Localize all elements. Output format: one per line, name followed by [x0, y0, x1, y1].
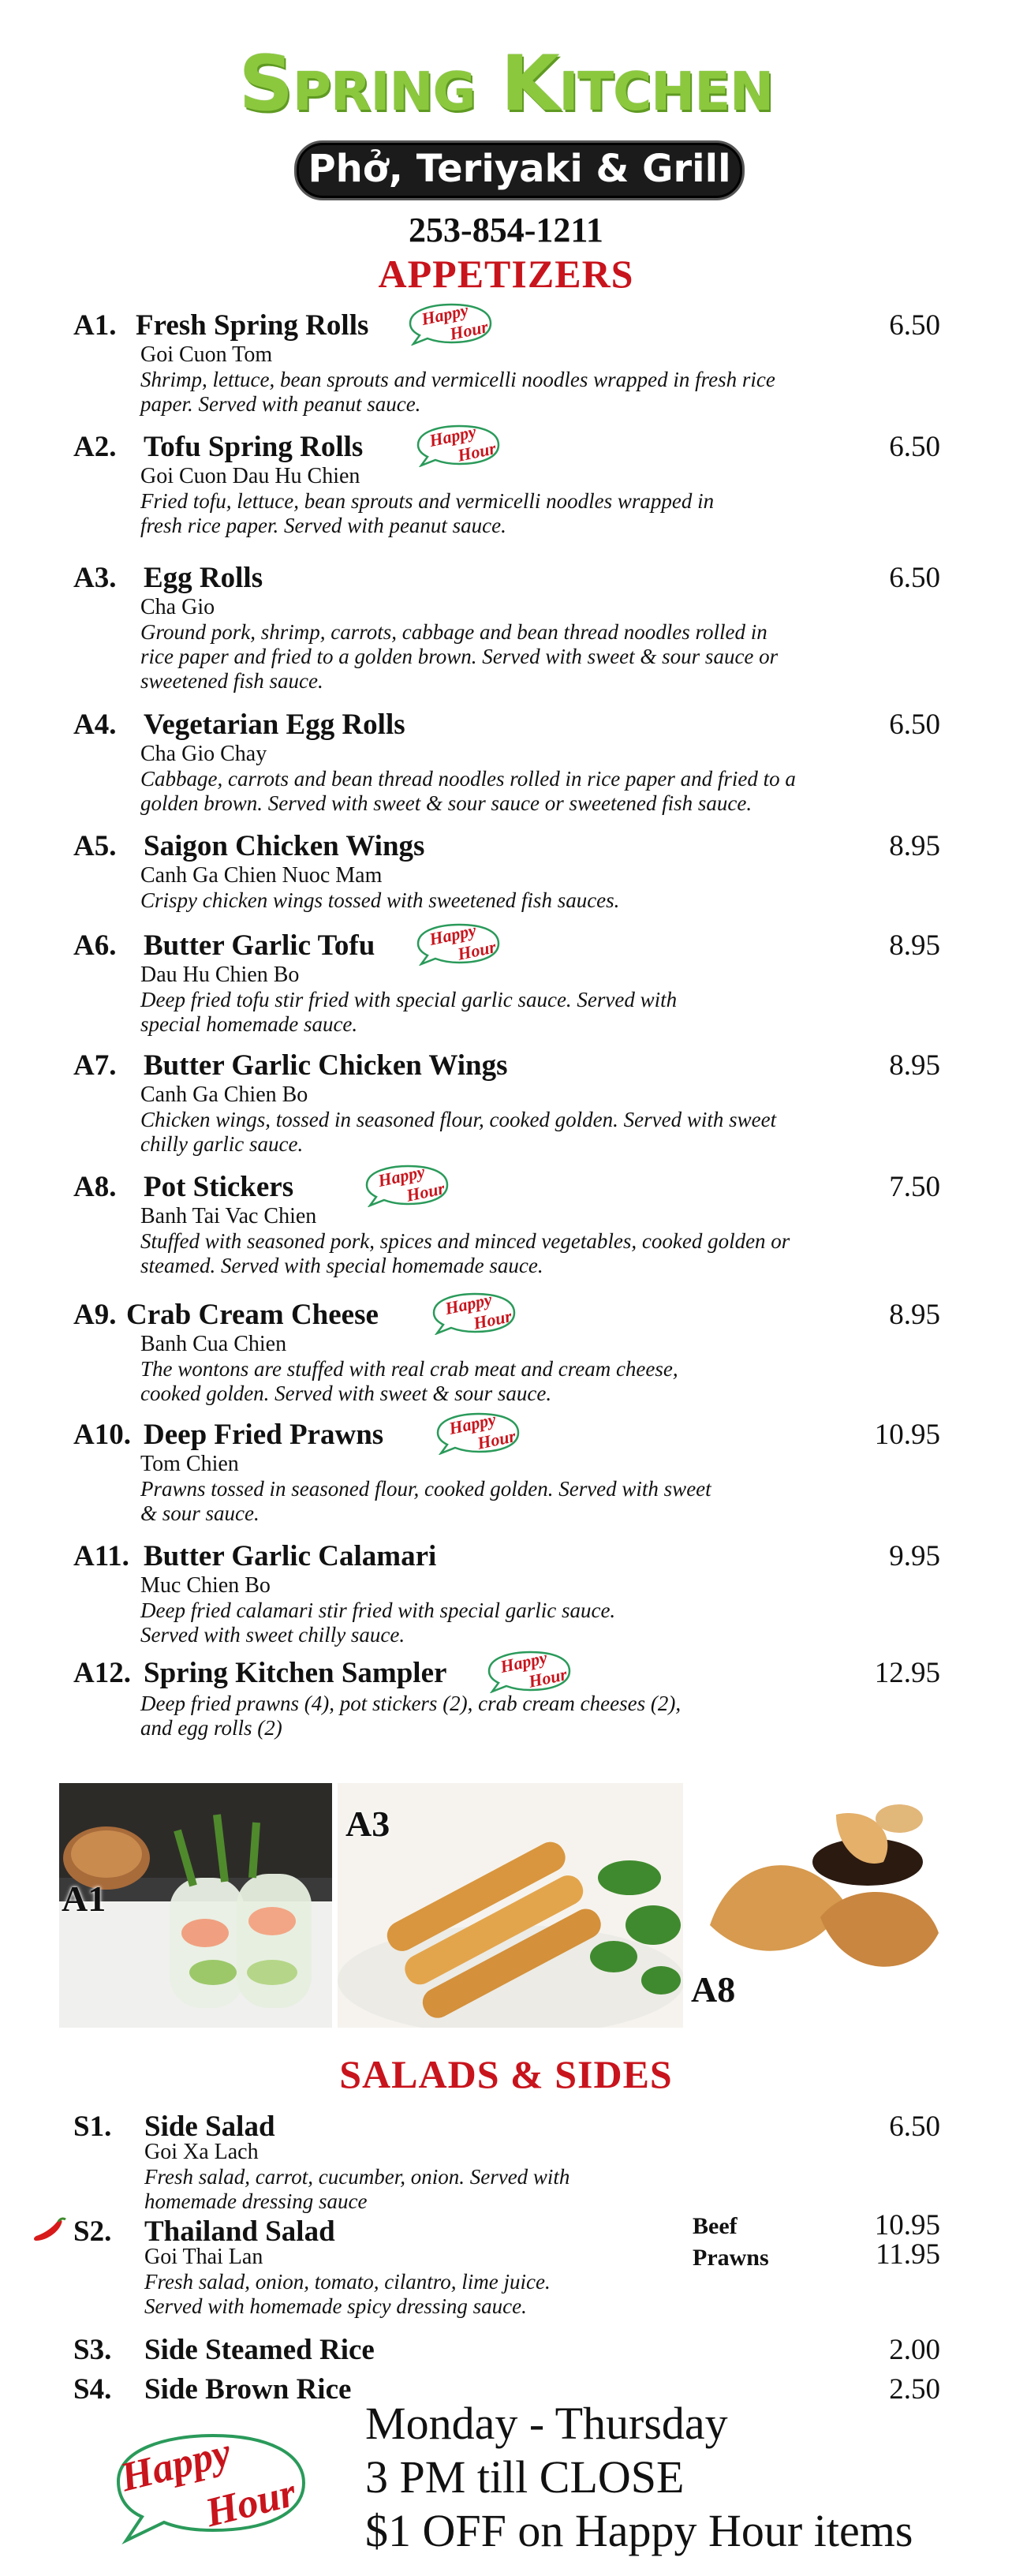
item-price: 8.95 [889, 1299, 940, 1331]
item-name: Saigon Chicken Wings [144, 830, 425, 862]
item-description: Deep fried prawns (4), pot stickers (2), crab cream cheeses (2), [140, 1692, 682, 1715]
item-price: 9.95 [889, 1540, 940, 1572]
item-code: S3. [73, 2334, 112, 2366]
chili-pepper-icon [32, 2217, 68, 2244]
item-code: A1. [73, 309, 117, 342]
item-code: A6. [73, 929, 117, 962]
item-description: Fresh salad, carrot, cucumber, onion. Served with [144, 2165, 570, 2189]
happy-hour-badge-icon [481, 1649, 574, 1693]
restaurant-logo: Spring Kitchen [238, 39, 774, 128]
item-vietnamese-name: Goi Cuon Dau Hu Chien [140, 464, 360, 488]
item-price: 8.95 [889, 830, 940, 862]
happy-hour-badge-line1: Happy [116, 2429, 236, 2501]
item-code: S4. [73, 2373, 112, 2406]
item-price: 7.50 [889, 1171, 940, 1203]
item-vietnamese-name: Cha Gio Chay [140, 742, 267, 766]
item-price: 6.50 [889, 309, 940, 342]
happy-hour-badge-text: Hour [404, 1178, 446, 1206]
item-name: Thailand Salad [144, 2215, 335, 2248]
salads-heading: SALADS & SIDES [339, 2052, 673, 2096]
item-price: 8.95 [889, 1049, 940, 1082]
item-name: Vegetarian Egg Rolls [144, 708, 405, 741]
item-code: A5. [73, 830, 117, 862]
item-vietnamese-name: Banh Cua Chien [140, 1332, 287, 1356]
item-description: Served with sweet chilly sauce. [140, 1623, 405, 1647]
item-vietnamese-name: Goi Cuon Tom [140, 342, 273, 367]
item-code: A9. [73, 1299, 117, 1331]
item-code: A4. [73, 708, 117, 741]
item-description: Cabbage, carrots and bean thread noodles rolled in rice paper and fried to a [140, 767, 796, 791]
option-price-prawns: 11.95 [876, 2238, 940, 2271]
appetizers-heading: APPETIZERS [378, 252, 634, 296]
item-code: A8. [73, 1171, 117, 1203]
item-description: sweetened fish sauce. [140, 669, 323, 693]
happy-hour-badge-text: Hour [526, 1664, 569, 1692]
item-description: paper. Served with peanut sauce. [140, 392, 421, 416]
option-label-prawns: Prawns [693, 2245, 769, 2271]
photo-label-a8: A8 [691, 1969, 736, 2010]
item-price: 2.00 [889, 2334, 940, 2366]
item-vietnamese-name: Tom Chien [140, 1452, 239, 1476]
item-code: A10. [73, 1419, 131, 1451]
happy-hour-badge-icon [410, 423, 503, 467]
item-price: 8.95 [889, 929, 940, 962]
item-price: 2.50 [889, 2373, 940, 2406]
item-name: Butter Garlic Calamari [144, 1540, 437, 1572]
happy-hour-offer: $1 OFF on Happy Hour items [365, 2505, 913, 2556]
happy-hour-days: Monday - Thursday [365, 2398, 728, 2449]
item-description: Deep fried tofu stir fried with special garlic sauce. Served with [140, 988, 678, 1011]
item-description: Chicken wings, tossed in seasoned flour, cooked golden. Served with sweet [140, 1108, 777, 1131]
happy-hour-badge-icon [426, 1291, 519, 1335]
item-vietnamese-name: Canh Ga Chien Nuoc Mam [140, 863, 383, 888]
happy-hour-badge-text: Happy [419, 300, 470, 329]
happy-hour-badge-text: Happy [427, 920, 478, 949]
happy-hour-badge-icon [430, 1411, 523, 1455]
item-name: Butter Garlic Chicken Wings [144, 1049, 508, 1082]
item-description: Ground pork, shrimp, carrots, cabbage and bean thread noodles rolled in [140, 620, 767, 644]
item-name: Spring Kitchen Sampler [144, 1657, 447, 1689]
tagline: Phở, Teriyaki & Grill [308, 147, 731, 191]
item-price: 6.50 [889, 708, 940, 741]
item-description: steamed. Served with special homemade sauce. [140, 1254, 543, 1277]
item-description: homemade dressing sauce [144, 2189, 368, 2213]
item-name: Tofu Spring Rolls [144, 431, 364, 463]
happy-hour-badge-text: Hour [471, 1306, 513, 1333]
item-name: Side Brown Rice [144, 2373, 352, 2406]
item-name: Fresh Spring Rolls [136, 309, 369, 342]
happy-hour-badge-icon [410, 922, 503, 966]
item-description: Crispy chicken wings tossed with sweetened fish sauces. [140, 888, 620, 912]
photo-label-a1: A1 [62, 1879, 106, 1919]
item-name: Side Steamed Rice [144, 2334, 375, 2366]
item-code: A7. [73, 1049, 117, 1082]
happy-hour-badge-text: Hour [455, 438, 498, 465]
item-price: 10.95 [874, 1419, 940, 1451]
phone-number[interactable]: 253-854-1211 [409, 211, 603, 249]
item-code: A2. [73, 431, 117, 463]
item-price: 12.95 [874, 1657, 940, 1689]
item-description: Shrimp, lettuce, bean sprouts and vermicelli noodles wrapped in fresh rice [140, 368, 775, 391]
item-description: The wontons are stuffed with real crab meat and cream cheese, [140, 1357, 678, 1381]
happy-hour-time: 3 PM till CLOSE [365, 2451, 685, 2503]
item-description: cooked golden. Served with sweet & sour sauce. [140, 1381, 552, 1405]
item-price: 6.50 [889, 2111, 940, 2143]
happy-hour-badge-text: Hour [455, 937, 498, 964]
item-description: and egg rolls (2) [140, 1716, 282, 1740]
item-name: Pot Stickers [144, 1171, 294, 1203]
happy-hour-badge-line2: Hour [200, 2469, 301, 2537]
item-description: & sour sauce. [140, 1501, 260, 1525]
happy-hour-badge-icon [402, 301, 495, 346]
item-code: S1. [73, 2111, 112, 2143]
item-description: Served with homemade spicy dressing sauce. [144, 2294, 527, 2318]
happy-hour-badge-text: Happy [498, 1647, 549, 1677]
option-price-beef: 10.95 [874, 2209, 940, 2241]
item-price: 6.50 [889, 431, 940, 463]
item-description: fresh rice paper. Served with peanut sauce. [140, 514, 506, 537]
item-description: Prawns tossed in seasoned flour, cooked golden. Served with sweet [140, 1477, 711, 1501]
item-description: special homemade sauce. [140, 1012, 358, 1036]
item-price: 6.50 [889, 562, 940, 594]
option-label-beef: Beef [693, 2213, 738, 2239]
item-vietnamese-name: Dau Hu Chien Bo [140, 963, 300, 987]
item-vietnamese-name: Cha Gio [140, 595, 215, 619]
happy-hour-badge-text: Happy [375, 1161, 427, 1191]
item-vietnamese-name: Banh Tai Vac Chien [140, 1204, 317, 1228]
item-name: Butter Garlic Tofu [144, 929, 375, 962]
happy-hour-badge-icon [359, 1163, 452, 1207]
item-description: chilly garlic sauce. [140, 1132, 304, 1156]
happy-hour-large-badge [103, 2426, 316, 2544]
item-vietnamese-name: Goi Xa Lach [144, 2140, 259, 2164]
happy-hour-badge-text: Happy [427, 421, 478, 451]
item-code: A3. [73, 562, 117, 594]
item-vietnamese-name: Muc Chien Bo [140, 1573, 271, 1598]
item-description: Stuffed with seasoned pork, spices and minced vegetables, cooked golden or [140, 1229, 790, 1253]
happy-hour-badge-text: Hour [475, 1426, 517, 1453]
happy-hour-badge-text: Hour [447, 316, 490, 344]
item-code: S2. [73, 2215, 112, 2248]
item-description: rice paper and fried to a golden brown. Served with sweet & sour sauce or [140, 645, 779, 668]
item-code: A11. [73, 1540, 129, 1572]
happy-hour-badge-text: Happy [446, 1409, 498, 1438]
item-name: Side Salad [144, 2111, 275, 2143]
item-vietnamese-name: Canh Ga Chien Bo [140, 1082, 308, 1107]
item-description: golden brown. Served with sweet & sour sauce or sweetened fish sauce. [140, 791, 752, 815]
item-name: Egg Rolls [144, 562, 263, 594]
item-description: Fried tofu, lettuce, bean sprouts and vermicelli noodles wrapped in [140, 489, 715, 513]
happy-hour-badge-text: Happy [443, 1289, 494, 1318]
item-name: Crab Cream Cheese [126, 1299, 379, 1331]
item-vietnamese-name: Goi Thai Lan [144, 2245, 263, 2269]
item-description: Fresh salad, onion, tomato, cilantro, lime juice. [144, 2270, 551, 2294]
item-description: Deep fried calamari stir fried with special garlic sauce. [140, 1598, 616, 1622]
item-code: A12. [73, 1657, 131, 1689]
item-name: Deep Fried Prawns [144, 1419, 384, 1451]
photo-label-a3: A3 [345, 1804, 390, 1844]
